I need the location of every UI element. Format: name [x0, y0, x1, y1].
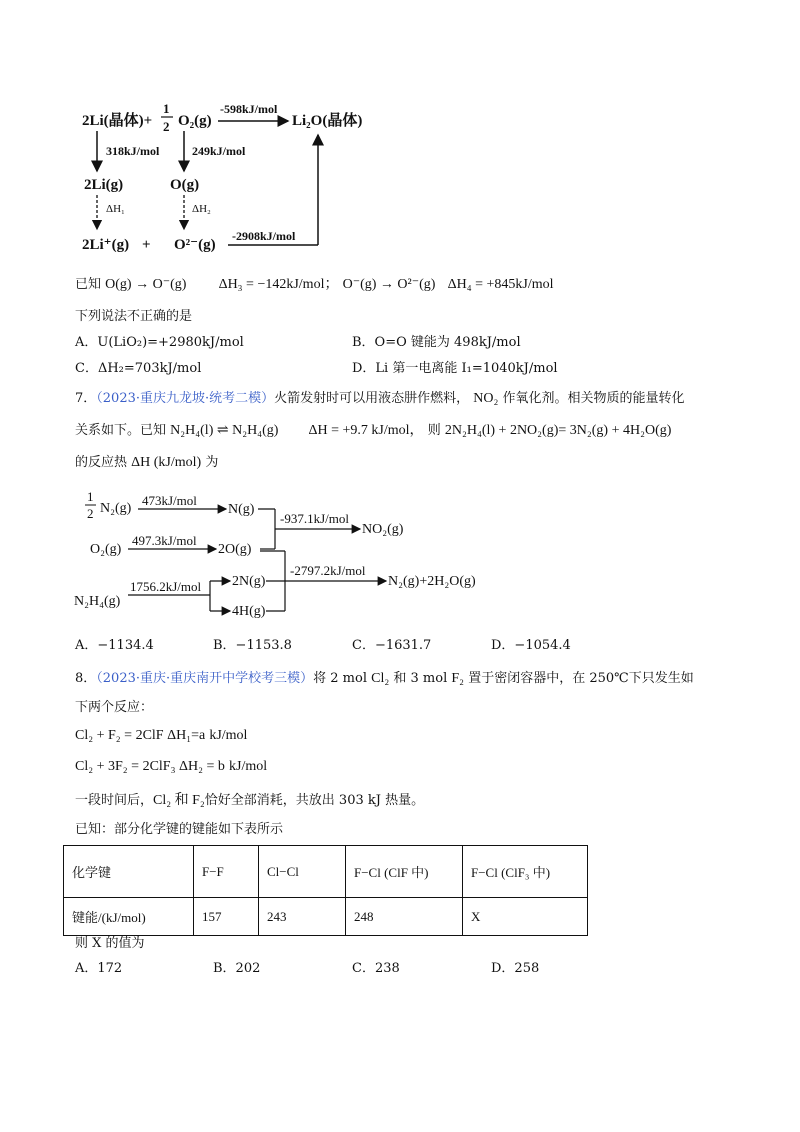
q8-known: 已知：部分化学键的键能如下表所示: [75, 822, 284, 837]
q6-option-c: C．ΔH₂=703kJ/mol: [75, 361, 202, 376]
q8-after-b: 恰好全部消耗，共放出 303 kJ 热量。: [204, 793, 425, 808]
q6-option-a: A．U(LiO₂)=+2980kJ/mol: [75, 335, 244, 350]
li-arrow-label: 318kJ/mol: [106, 144, 160, 158]
q7-option-b: B．−1153.8: [213, 638, 292, 653]
q7d-o2: O₂(g): [90, 542, 122, 557]
q7d-n2: N₂(g): [100, 501, 132, 516]
q7-line3-a: 的反应热: [75, 455, 128, 470]
q7-line3: [75, 454, 218, 472]
q7d-product: N₂(g)+2H₂O(g): [388, 574, 476, 589]
bond-energy-table: [63, 845, 588, 936]
table-header: 化学键: [64, 846, 194, 898]
q7-line2-rxn: 2N₂H₄(l) + 2NO₂(g)= 3N₂(g) + 4H₂O(g): [444, 423, 672, 438]
r1-lhs-a: 2Li(晶体)+: [82, 113, 153, 129]
table-header: F−F: [194, 846, 259, 898]
q8-rxn1: Cl₂ + F₂ = 2ClF ΔH₁=a: [75, 728, 206, 743]
q7d-n2h4: N₂H₄(g): [74, 594, 121, 609]
known-dh4: ΔH₄ = +845kJ/mol: [447, 277, 554, 292]
dh1-label: ΔH₁: [106, 203, 125, 215]
q8-after-formula: Cl₂ 和 F₂: [153, 793, 205, 808]
q7-line2-dh: ΔH = +9.7 kJ/mol，: [308, 423, 424, 438]
q8-rxn1-line: [75, 727, 247, 745]
born-haber-diagram: [60, 95, 400, 265]
known-dh3: ΔH₃ = −142kJ/mol；: [218, 277, 339, 292]
q8-line2: 下两个反应：: [75, 700, 154, 715]
q7d-a1756: 1756.2kJ/mol: [130, 579, 202, 594]
known-eq2: O⁻(g) → O²⁻(g): [342, 277, 436, 292]
q8-option-d: D．258: [491, 961, 540, 976]
q7d-a2797: -2797.2kJ/mol: [290, 563, 366, 578]
q8-intro-a: 将 2 mol: [313, 671, 367, 686]
r1-frac-den: 2: [163, 119, 170, 134]
table-cell: 248: [346, 898, 463, 936]
q8-after-a: 一段时间后，: [75, 793, 154, 808]
q7d-2o: 2O(g): [218, 542, 252, 557]
q8-rxn2-unit: kJ/mol: [229, 759, 268, 774]
q7-line2: [75, 422, 671, 440]
q8-intro-b: 和 3 mol: [393, 671, 448, 686]
r3-o: O²⁻(g): [174, 237, 216, 253]
table-cell: 157: [194, 898, 259, 936]
r3-arrow-label: -2908kJ/mol: [232, 229, 296, 243]
r1-arrow-label: -598kJ/mol: [220, 102, 278, 116]
r3-li: 2Li⁺(g): [82, 237, 130, 253]
table-cell: 243: [259, 898, 346, 936]
q7-line1: [75, 390, 685, 408]
q8-rxn2-line: [75, 758, 267, 776]
dh2-label: ΔH₂: [192, 203, 211, 215]
q8-option-c: C．238: [352, 961, 400, 976]
q6-prompt: 下列说法不正确的是: [75, 309, 193, 324]
q7-option-c: C．−1631.7: [352, 638, 432, 653]
q8-option-b: B．202: [213, 961, 261, 976]
q7-line1-formula: NO₂: [473, 391, 499, 406]
known-line: [75, 276, 554, 294]
q8-intro-c: 置于密闭容器中，在 250℃下只发生如: [468, 671, 694, 686]
q7d-half-num: 1: [87, 489, 94, 504]
q7d-a937: -937.1kJ/mol: [280, 511, 349, 526]
q7-line2-a: 关系如下。已知: [75, 423, 167, 438]
table-cell: X: [463, 898, 588, 936]
q7-line3-formula: ΔH (kJ/mol): [131, 455, 202, 470]
q7-line2-eq: N₂H₄(l) ⇌ N₂H₄(g): [170, 423, 279, 438]
q8-source: （2023·重庆·重庆南开中学校考三模）: [96, 671, 314, 686]
known-eq1: O(g) → O⁻(g): [105, 277, 187, 292]
r3-plus: +: [142, 237, 151, 253]
q7d-n: N(g): [228, 502, 255, 517]
q8-rxn2: Cl₂ + 3F₂ = 2ClF₃ ΔH₂ = b: [75, 759, 225, 774]
table-header: Cl−Cl: [259, 846, 346, 898]
q7-energy-diagram: [70, 485, 490, 625]
table-header: F−Cl (ClF₃ 中): [463, 846, 588, 898]
table-cell: 键能/(kJ/mol): [64, 898, 194, 936]
q8-option-a: A．172: [75, 961, 123, 976]
q7-option-a: A．−1134.4: [75, 638, 154, 653]
r2-li: 2Li(g): [84, 177, 124, 193]
q7-source: （2023·重庆九龙坡·统考二模）: [96, 391, 275, 406]
q7d-a473: 473kJ/mol: [142, 493, 197, 508]
q8-after-line: [75, 792, 424, 810]
q8-number: 8．: [75, 671, 97, 686]
q8-question: 则 X 的值为: [75, 936, 145, 951]
q7-line1-tail: 作氧化剂。相关物质的能量转化: [502, 391, 685, 406]
r1-frac-num: 1: [163, 101, 170, 116]
q7-line2-b: 则: [427, 423, 441, 438]
q7-line1-text: 火箭发射时可以用液态肼作燃料，: [274, 391, 470, 406]
o-arrow-label: 249kJ/mol: [192, 144, 246, 158]
q8-line1: [75, 670, 694, 688]
q7d-no2: NO₂(g): [362, 522, 404, 537]
q7d-a497: 497.3kJ/mol: [132, 533, 197, 548]
q7-option-d: D．−1054.4: [491, 638, 571, 653]
q7-line3-b: 为: [205, 455, 219, 470]
q7d-4h: 4H(g): [232, 604, 266, 619]
known-prefix: 已知: [75, 277, 102, 292]
table-header: F−Cl (ClF 中): [346, 846, 463, 898]
q8-intro-f2: F₂: [451, 671, 465, 686]
q6-option-d: D．Li 第一电离能 I₁=1040kJ/mol: [352, 361, 558, 376]
q8-intro-cl2: Cl₂: [371, 671, 390, 686]
q8-rxn1-unit: kJ/mol: [209, 728, 248, 743]
r1-rhs: Li₂O(晶体): [292, 113, 363, 129]
r2-o: O(g): [170, 177, 200, 193]
q6-option-b: B．O=O 键能为 498kJ/mol: [352, 335, 521, 350]
q7d-half-den: 2: [87, 506, 94, 521]
q7d-2n: 2N(g): [232, 574, 266, 589]
q7-number: 7．: [75, 391, 97, 406]
r1-lhs-b: O₂(g): [178, 113, 212, 129]
